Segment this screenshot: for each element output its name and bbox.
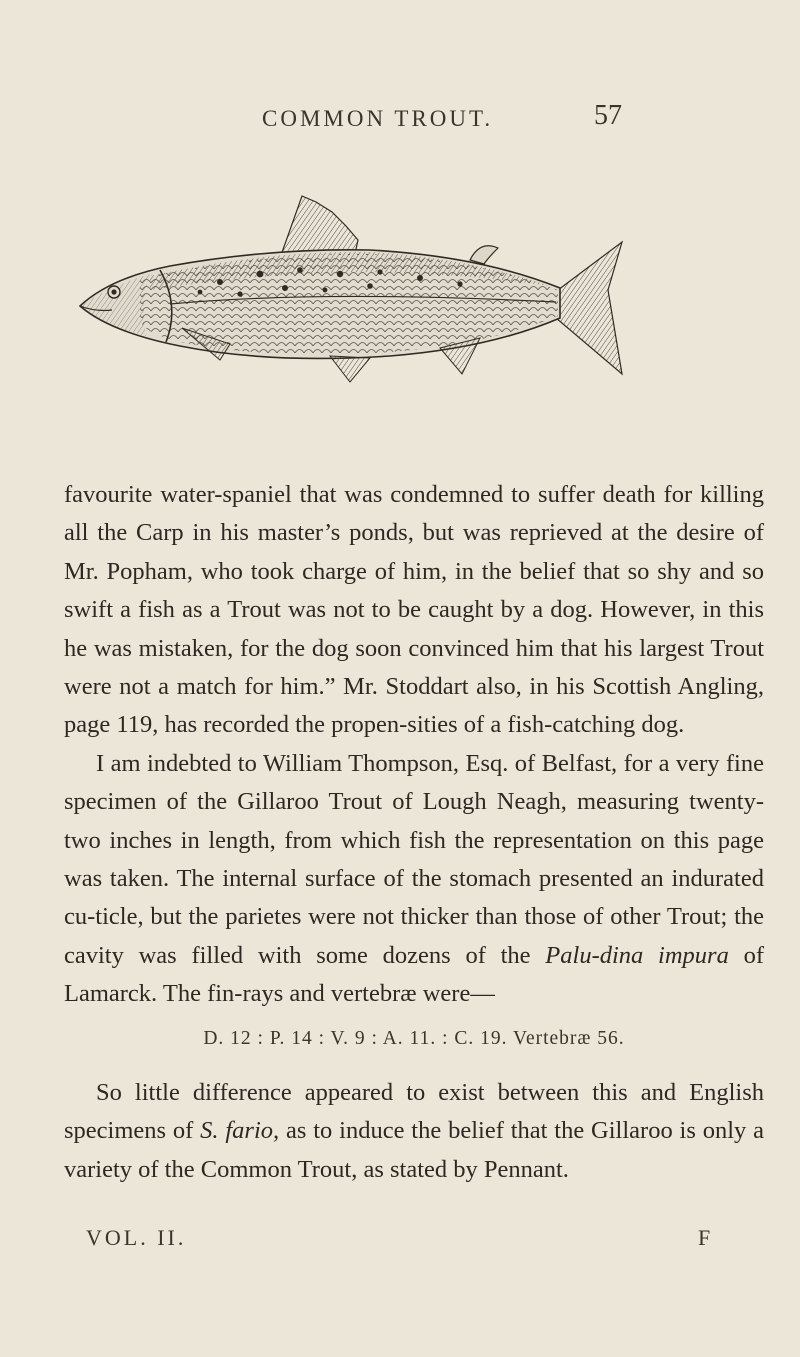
fin-ray-formula: D. 12 : P. 14 : V. 9 : A. 11. : C. 19. Vertebræ 56. [203,1027,625,1049]
paragraph-2 [64,745,764,1014]
species-name-fario: S. fario, [200,1117,280,1145]
paragraph-2-text-b: of Lamarck. The fin-rays and vertebræ were— [64,941,764,1008]
trout-illustration [70,178,630,388]
tail-fin [556,242,622,374]
page-footer [0,1225,800,1255]
running-head [0,100,800,136]
paragraph-1: favourite water-spaniel that was condemned to suffer death for killing all the Carp in his master’s ponds, but was reprieved at the desire of Mr. Popham, who took charge of him, in the belief that so shy and so swift a fish as a Trout was not to be caught by a dog. However, in this he was mistaken, for the dog soon convinced him that his largest Trout were not a match for him.” Mr. Stoddart also, in his Scottish Angling, page 119, has recorded the propen-sities of a fish-catching dog. [64,481,764,739]
volume-label: VOL. II. [86,1225,187,1250]
paragraph-3-text-a: So little difference appeared to exist between this and English specimens of [64,1078,764,1145]
adipose-fin [470,246,498,264]
ventral-fin [330,356,370,382]
page-number: 57 [594,100,622,131]
body-text [64,476,764,1189]
species-name-paludina: Palu-dina impura [545,941,729,969]
signature-mark: F [698,1225,711,1250]
dorsal-fin [280,196,358,258]
paragraph-3 [64,1074,764,1189]
paragraph-2-text-a: I am indebted to William Thompson, Esq. of Belfast, for a very fine specimen of the Gillaroo Trout of Lough Neagh, measuring twenty-two inches in length, from which fish the representation on this page was taken. The internal surface of the stomach presented an indurated cu-ticle, but the parietes were not thicker than those of other Trout; the cavity was filled with some dozens of the [64,749,764,969]
paragraph-3-text-b: as to induce the belief that the Gillaroo is only a variety of the Common Trout, as stated by Pennant. [64,1117,764,1183]
running-title: COMMON TROUT. [262,106,494,131]
